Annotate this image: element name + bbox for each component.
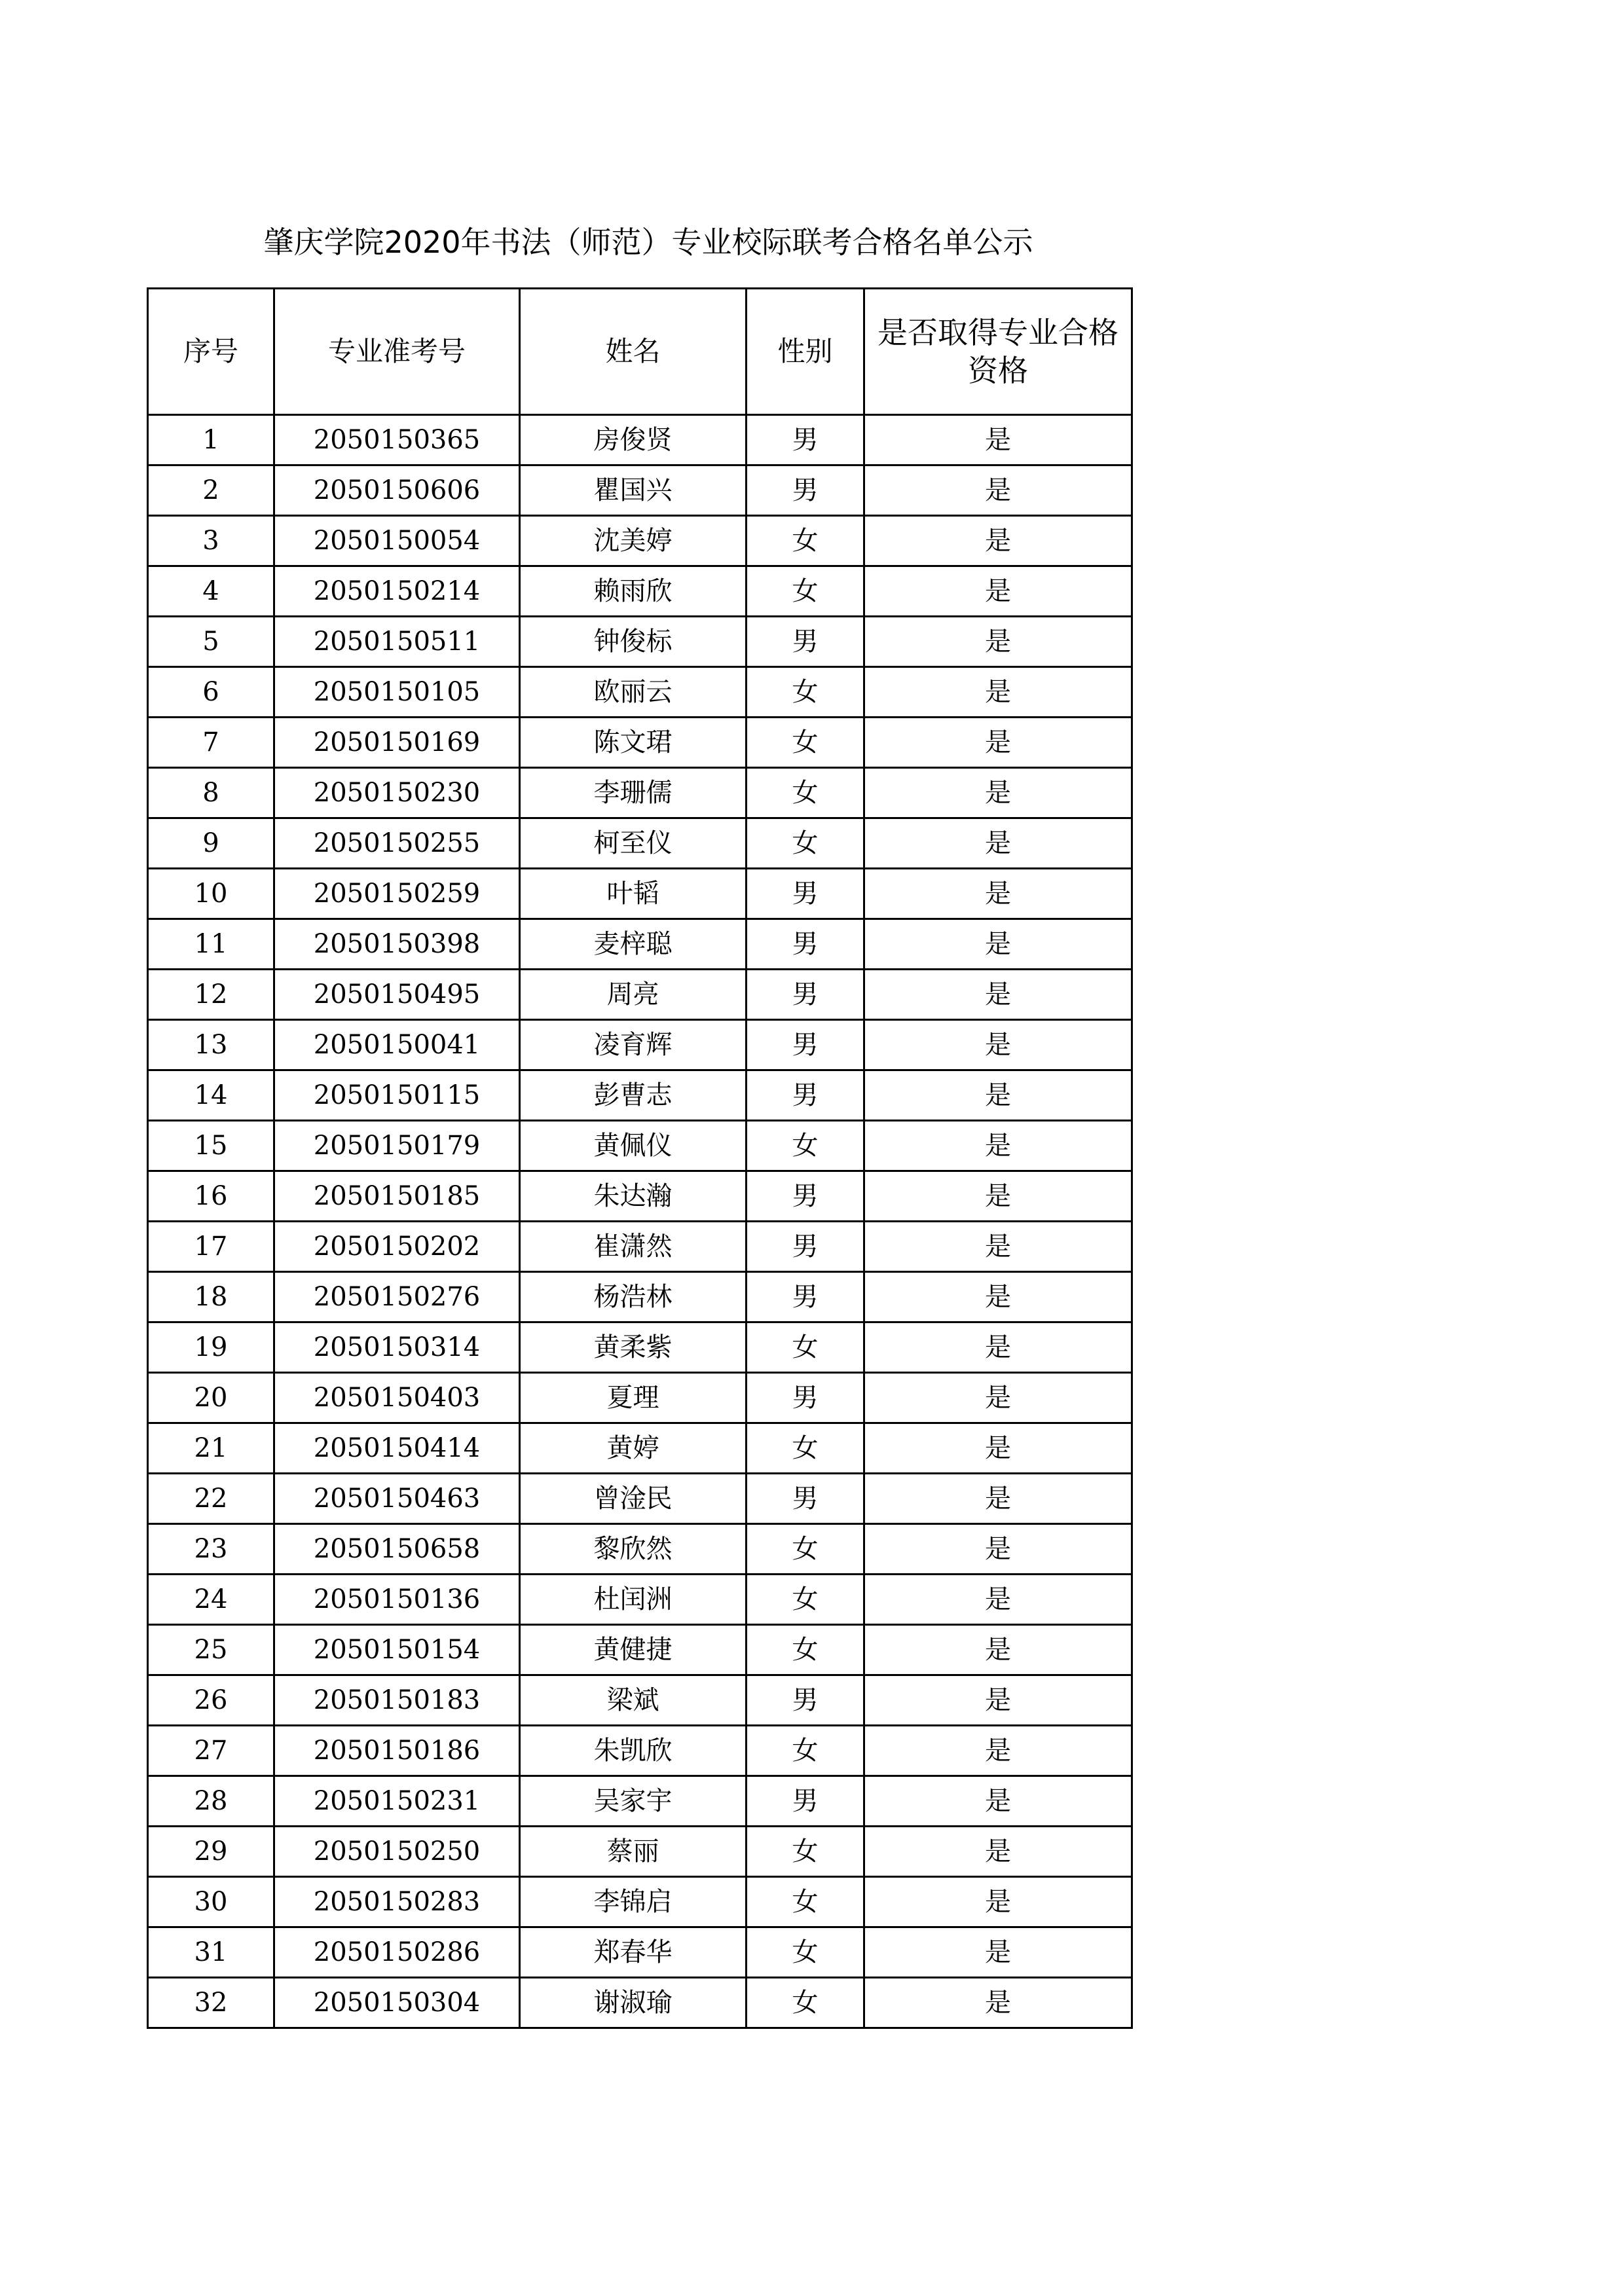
cell-seq: 31 <box>148 1927 274 1978</box>
cell-exam-number: 2050150286 <box>274 1927 520 1978</box>
cell-name: 黄健捷 <box>520 1625 747 1675</box>
cell-gender: 男 <box>747 869 864 919</box>
cell-seq: 27 <box>148 1726 274 1776</box>
cell-name: 朱凯欣 <box>520 1726 747 1776</box>
table-row <box>148 1222 1132 1272</box>
cell-seq: 28 <box>148 1776 274 1827</box>
header-qualified: 是否取得专业合格资格 <box>864 289 1132 415</box>
cell-qualified: 是 <box>864 718 1132 768</box>
table-row <box>148 1020 1132 1070</box>
table-row <box>148 1423 1132 1474</box>
table-row <box>148 1827 1132 1877</box>
cell-qualified: 是 <box>864 970 1132 1020</box>
cell-seq: 3 <box>148 516 274 566</box>
cell-exam-number: 2050150365 <box>274 415 520 465</box>
cell-name: 叶韬 <box>520 869 747 919</box>
cell-name: 陈文珺 <box>520 718 747 768</box>
table-row <box>148 516 1132 566</box>
cell-name: 蔡丽 <box>520 1827 747 1877</box>
cell-gender: 女 <box>747 566 864 617</box>
cell-name: 赖雨欣 <box>520 566 747 617</box>
cell-exam-number: 2050150398 <box>274 919 520 970</box>
cell-name: 朱达瀚 <box>520 1171 747 1222</box>
table-row <box>148 1322 1132 1373</box>
cell-qualified: 是 <box>864 1927 1132 1978</box>
cell-seq: 22 <box>148 1474 274 1524</box>
cell-qualified: 是 <box>864 818 1132 869</box>
cell-gender: 女 <box>747 1927 864 1978</box>
cell-name: 黄佩仪 <box>520 1121 747 1171</box>
cell-gender: 女 <box>747 1877 864 1927</box>
cell-seq: 11 <box>148 919 274 970</box>
cell-exam-number: 2050150495 <box>274 970 520 1020</box>
cell-seq: 1 <box>148 415 274 465</box>
cell-name: 杨浩林 <box>520 1272 747 1322</box>
cell-seq: 9 <box>148 818 274 869</box>
table-row <box>148 1675 1132 1726</box>
cell-qualified: 是 <box>864 1625 1132 1675</box>
cell-exam-number: 2050150250 <box>274 1827 520 1877</box>
cell-gender: 女 <box>747 667 864 718</box>
cell-name: 周亮 <box>520 970 747 1020</box>
cell-exam-number: 2050150179 <box>274 1121 520 1171</box>
cell-qualified: 是 <box>864 1474 1132 1524</box>
cell-seq: 30 <box>148 1877 274 1927</box>
cell-seq: 19 <box>148 1322 274 1373</box>
cell-name: 杜闰洲 <box>520 1575 747 1625</box>
cell-seq: 17 <box>148 1222 274 1272</box>
table-row <box>148 1776 1132 1827</box>
table-row <box>148 919 1132 970</box>
cell-name: 房俊贤 <box>520 415 747 465</box>
cell-gender: 女 <box>747 1423 864 1474</box>
cell-gender: 女 <box>747 1726 864 1776</box>
cell-name: 欧丽云 <box>520 667 747 718</box>
cell-name: 郑春华 <box>520 1927 747 1978</box>
cell-exam-number: 2050150283 <box>274 1877 520 1927</box>
cell-exam-number: 2050150186 <box>274 1726 520 1776</box>
table-row <box>148 768 1132 818</box>
cell-gender: 男 <box>747 617 864 667</box>
table-row <box>148 818 1132 869</box>
table-row <box>148 869 1132 919</box>
cell-name: 黄婷 <box>520 1423 747 1474</box>
cell-gender: 男 <box>747 415 864 465</box>
cell-qualified: 是 <box>864 1070 1132 1121</box>
cell-exam-number: 2050150230 <box>274 768 520 818</box>
cell-gender: 男 <box>747 1776 864 1827</box>
cell-seq: 20 <box>148 1373 274 1423</box>
cell-exam-number: 2050150202 <box>274 1222 520 1272</box>
cell-exam-number: 2050150658 <box>274 1524 520 1575</box>
cell-qualified: 是 <box>864 1373 1132 1423</box>
cell-name: 李锦启 <box>520 1877 747 1927</box>
table-body <box>148 415 1132 2028</box>
cell-seq: 24 <box>148 1575 274 1625</box>
cell-gender: 男 <box>747 1222 864 1272</box>
cell-name: 谢淑瑜 <box>520 1978 747 2028</box>
cell-qualified: 是 <box>864 1726 1132 1776</box>
cell-seq: 12 <box>148 970 274 1020</box>
table-row <box>148 1927 1132 1978</box>
cell-qualified: 是 <box>864 566 1132 617</box>
cell-qualified: 是 <box>864 516 1132 566</box>
cell-qualified: 是 <box>864 1575 1132 1625</box>
cell-name: 钟俊标 <box>520 617 747 667</box>
cell-qualified: 是 <box>864 869 1132 919</box>
cell-exam-number: 2050150041 <box>274 1020 520 1070</box>
cell-qualified: 是 <box>864 1322 1132 1373</box>
cell-qualified: 是 <box>864 919 1132 970</box>
cell-exam-number: 2050150511 <box>274 617 520 667</box>
header-exam-number: 专业准考号 <box>274 289 520 415</box>
cell-exam-number: 2050150231 <box>274 1776 520 1827</box>
cell-gender: 女 <box>747 1121 864 1171</box>
cell-exam-number: 2050150214 <box>274 566 520 617</box>
cell-exam-number: 2050150169 <box>274 718 520 768</box>
table-row <box>148 667 1132 718</box>
cell-exam-number: 2050150154 <box>274 1625 520 1675</box>
cell-exam-number: 2050150304 <box>274 1978 520 2028</box>
table-row <box>148 1726 1132 1776</box>
cell-name: 黎欣然 <box>520 1524 747 1575</box>
table-row <box>148 1625 1132 1675</box>
cell-seq: 21 <box>148 1423 274 1474</box>
header-seq: 序号 <box>148 289 274 415</box>
cell-exam-number: 2050150463 <box>274 1474 520 1524</box>
cell-gender: 女 <box>747 1575 864 1625</box>
cell-gender: 女 <box>747 1625 864 1675</box>
cell-gender: 女 <box>747 1322 864 1373</box>
cell-seq: 15 <box>148 1121 274 1171</box>
cell-qualified: 是 <box>864 1776 1132 1827</box>
cell-gender: 女 <box>747 1524 864 1575</box>
cell-exam-number: 2050150403 <box>274 1373 520 1423</box>
table-header <box>148 289 1132 415</box>
cell-qualified: 是 <box>864 1524 1132 1575</box>
cell-exam-number: 2050150054 <box>274 516 520 566</box>
table-row <box>148 465 1132 516</box>
cell-exam-number: 2050150105 <box>274 667 520 718</box>
cell-exam-number: 2050150414 <box>274 1423 520 1474</box>
cell-qualified: 是 <box>864 415 1132 465</box>
cell-gender: 男 <box>747 1272 864 1322</box>
cell-name: 黄柔紫 <box>520 1322 747 1373</box>
cell-seq: 23 <box>148 1524 274 1575</box>
cell-name: 麦梓聪 <box>520 919 747 970</box>
cell-qualified: 是 <box>864 465 1132 516</box>
cell-exam-number: 2050150314 <box>274 1322 520 1373</box>
cell-seq: 6 <box>148 667 274 718</box>
table-row <box>148 1171 1132 1222</box>
cell-exam-number: 2050150136 <box>274 1575 520 1625</box>
table-row <box>148 1070 1132 1121</box>
cell-qualified: 是 <box>864 1272 1132 1322</box>
cell-qualified: 是 <box>864 1423 1132 1474</box>
table-row <box>148 1474 1132 1524</box>
cell-exam-number: 2050150183 <box>274 1675 520 1726</box>
cell-gender: 男 <box>747 1070 864 1121</box>
cell-gender: 男 <box>747 919 864 970</box>
table-row <box>148 1524 1132 1575</box>
cell-exam-number: 2050150259 <box>274 869 520 919</box>
cell-qualified: 是 <box>864 1171 1132 1222</box>
table-row <box>148 1877 1132 1927</box>
cell-gender: 男 <box>747 1171 864 1222</box>
cell-seq: 5 <box>148 617 274 667</box>
table-row <box>148 718 1132 768</box>
cell-qualified: 是 <box>864 1877 1132 1927</box>
cell-seq: 7 <box>148 718 274 768</box>
cell-qualified: 是 <box>864 1978 1132 2028</box>
table-row <box>148 970 1132 1020</box>
cell-name: 瞿国兴 <box>520 465 747 516</box>
cell-qualified: 是 <box>864 1827 1132 1877</box>
document-title: 肇庆学院2020年书法（师范）专业校际联考合格名单公示 <box>263 225 1033 260</box>
cell-seq: 18 <box>148 1272 274 1322</box>
table-row <box>148 1373 1132 1423</box>
cell-gender: 男 <box>747 1474 864 1524</box>
cell-exam-number: 2050150185 <box>274 1171 520 1222</box>
cell-gender: 男 <box>747 1373 864 1423</box>
cell-name: 柯至仪 <box>520 818 747 869</box>
cell-seq: 25 <box>148 1625 274 1675</box>
cell-name: 凌育辉 <box>520 1020 747 1070</box>
cell-name: 沈美婷 <box>520 516 747 566</box>
cell-seq: 14 <box>148 1070 274 1121</box>
cell-seq: 2 <box>148 465 274 516</box>
cell-name: 吴家宇 <box>520 1776 747 1827</box>
cell-gender: 女 <box>747 1978 864 2028</box>
cell-seq: 13 <box>148 1020 274 1070</box>
cell-qualified: 是 <box>864 1121 1132 1171</box>
cell-seq: 29 <box>148 1827 274 1877</box>
cell-qualified: 是 <box>864 1222 1132 1272</box>
cell-gender: 女 <box>747 818 864 869</box>
table-row <box>148 1978 1132 2028</box>
cell-seq: 32 <box>148 1978 274 2028</box>
cell-qualified: 是 <box>864 1020 1132 1070</box>
header-row <box>148 289 1132 415</box>
cell-seq: 8 <box>148 768 274 818</box>
cell-name: 曾淦民 <box>520 1474 747 1524</box>
cell-gender: 女 <box>747 718 864 768</box>
cell-name: 彭曹志 <box>520 1070 747 1121</box>
table-row <box>148 1575 1132 1625</box>
cell-seq: 10 <box>148 869 274 919</box>
cell-exam-number: 2050150276 <box>274 1272 520 1322</box>
cell-name: 夏理 <box>520 1373 747 1423</box>
cell-name: 梁斌 <box>520 1675 747 1726</box>
cell-seq: 16 <box>148 1171 274 1222</box>
cell-name: 崔潇然 <box>520 1222 747 1272</box>
header-name: 姓名 <box>520 289 747 415</box>
cell-qualified: 是 <box>864 1675 1132 1726</box>
qualified-list-table <box>147 287 1133 2029</box>
table-row <box>148 1121 1132 1171</box>
cell-gender: 女 <box>747 516 864 566</box>
cell-seq: 4 <box>148 566 274 617</box>
cell-gender: 男 <box>747 970 864 1020</box>
cell-gender: 男 <box>747 1675 864 1726</box>
cell-gender: 男 <box>747 1020 864 1070</box>
cell-name: 李珊儒 <box>520 768 747 818</box>
table-row <box>148 617 1132 667</box>
cell-seq: 26 <box>148 1675 274 1726</box>
table-row <box>148 566 1132 617</box>
cell-exam-number: 2050150255 <box>274 818 520 869</box>
cell-qualified: 是 <box>864 667 1132 718</box>
table-row <box>148 415 1132 465</box>
cell-qualified: 是 <box>864 768 1132 818</box>
cell-exam-number: 2050150606 <box>274 465 520 516</box>
cell-gender: 男 <box>747 465 864 516</box>
header-gender: 性别 <box>747 289 864 415</box>
cell-exam-number: 2050150115 <box>274 1070 520 1121</box>
cell-gender: 女 <box>747 768 864 818</box>
cell-qualified: 是 <box>864 617 1132 667</box>
cell-gender: 女 <box>747 1827 864 1877</box>
table-row <box>148 1272 1132 1322</box>
